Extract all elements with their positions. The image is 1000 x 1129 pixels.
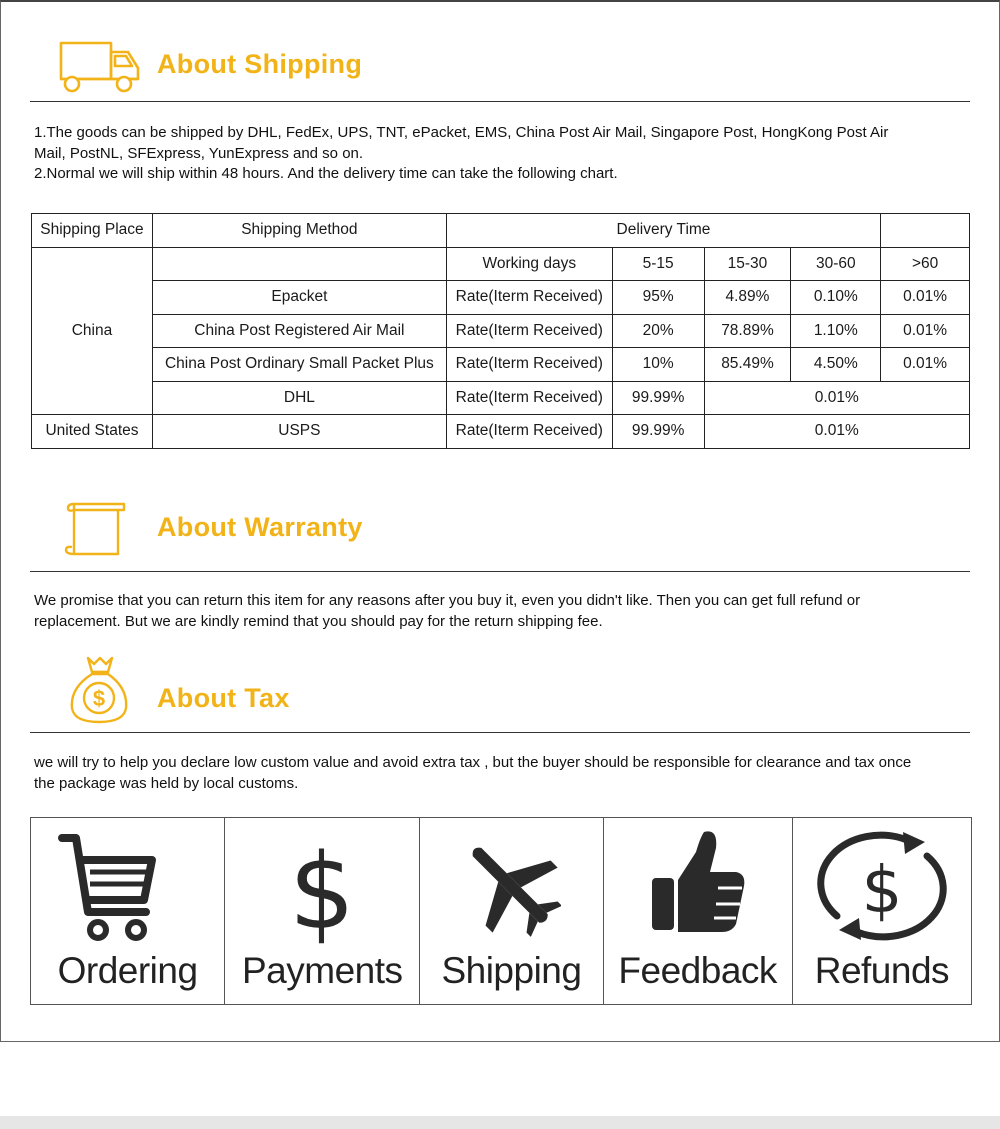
subheader-60-plus: >60	[881, 247, 970, 281]
shipping-line-1: 1.The goods can be shipped by DHL, FedEx, UPS, TNT, ePacket, EMS, China Post Air Mail, Singapore Post, HongKong Post Air	[34, 124, 889, 141]
bottom-strip	[0, 1116, 1000, 1129]
refunds-label: Refunds	[814, 950, 950, 991]
tax-line-1: we will try to help you declare low custom value and avoid extra tax , but the buyer should be responsible for clearance and tax once	[34, 754, 912, 771]
value-cell: 85.49%	[704, 348, 791, 382]
value-cell: 0.01%	[881, 348, 970, 382]
value-cell: 99.99%	[612, 415, 704, 449]
value-cell: 78.89%	[704, 314, 791, 348]
money-bag-icon	[64, 654, 134, 726]
rate-cell: Rate(Iterm Received)	[446, 415, 612, 449]
value-cell: 4.50%	[791, 348, 881, 382]
warranty-section-header	[30, 490, 970, 572]
tax-section-header	[30, 650, 970, 733]
step-feedback	[604, 818, 793, 1004]
value-cell: 10%	[612, 348, 704, 382]
shopping-cart-icon	[58, 830, 168, 945]
method-cell: China Post Ordinary Small Packet Plus	[152, 348, 446, 382]
subheader-30-60: 30-60	[791, 247, 881, 281]
warranty-line-2: replacement. But we are kindly remind that you should pay for the return shipping fee.	[34, 612, 603, 630]
place-united-states: United States	[32, 415, 153, 449]
place-china: China	[32, 247, 153, 415]
table-row	[32, 348, 970, 382]
value-cell: 0.10%	[791, 281, 881, 315]
step-refunds	[793, 818, 971, 1004]
process-steps	[30, 817, 972, 1005]
table-subheader-row	[32, 247, 970, 281]
subheader-15-30: 15-30	[704, 247, 791, 281]
airplane-icon	[461, 834, 561, 939]
shipping-description	[34, 123, 974, 185]
header-shipping-place: Shipping Place	[32, 214, 153, 248]
value-cell: 0.01%	[881, 314, 970, 348]
method-cell: USPS	[152, 415, 446, 449]
table-row	[32, 415, 970, 449]
tax-line-2: the package was held by local customs.	[34, 774, 299, 792]
scroll-document-icon	[62, 500, 130, 560]
feedback-label: Feedback	[618, 950, 777, 991]
value-cell-merged: 0.01%	[704, 381, 969, 415]
value-cell: 0.01%	[881, 281, 970, 315]
shipping-step-label: Shipping	[441, 950, 582, 991]
rate-cell: Rate(Iterm Received)	[446, 314, 612, 348]
payments-label: Payments	[242, 950, 403, 991]
refunds-dollar-glyph: $	[861, 854, 903, 928]
shipping-title: About Shipping	[157, 49, 363, 79]
truck-icon	[58, 40, 166, 95]
value-cell-merged: 0.01%	[704, 415, 969, 449]
table-row	[32, 314, 970, 348]
step-payments	[225, 818, 420, 1004]
table-row	[32, 281, 970, 315]
rate-cell: Rate(Iterm Received)	[446, 381, 612, 415]
subheader-empty	[152, 247, 446, 281]
subheader-5-15: 5-15	[612, 247, 704, 281]
warranty-line-1: We promise that you can return this item for any reasons after you buy it, even you didn't like. Then you can get full refund or	[34, 592, 861, 609]
shipping-table	[31, 213, 970, 449]
rate-cell: Rate(Iterm Received)	[446, 281, 612, 315]
value-cell: 4.89%	[704, 281, 791, 315]
table-header-row	[32, 214, 970, 248]
tax-icon-dollar: $	[92, 686, 106, 711]
shipping-section-header	[30, 20, 970, 102]
method-cell: China Post Registered Air Mail	[152, 314, 446, 348]
ordering-label: Ordering	[57, 950, 198, 991]
shipping-line-3: 2.Normal we will ship within 48 hours. And the delivery time can take the following chart.	[34, 165, 618, 182]
payments-dollar-glyph: $	[289, 832, 356, 947]
step-shipping	[420, 818, 603, 1004]
dollar-sign-icon	[282, 832, 362, 947]
value-cell: 20%	[612, 314, 704, 348]
method-cell: Epacket	[152, 281, 446, 315]
refund-cycle-icon	[807, 830, 957, 942]
thumbs-up-icon	[648, 828, 748, 940]
value-cell: 99.99%	[612, 381, 704, 415]
table-row	[32, 381, 970, 415]
header-shipping-method: Shipping Method	[152, 214, 446, 248]
tax-title: About Tax	[157, 683, 290, 713]
header-delivery-time: Delivery Time	[446, 214, 880, 248]
warranty-description	[34, 591, 974, 632]
value-cell: 95%	[612, 281, 704, 315]
subheader-working-days: Working days	[446, 247, 612, 281]
value-cell: 1.10%	[791, 314, 881, 348]
rate-cell: Rate(Iterm Received)	[446, 348, 612, 382]
warranty-title: About Warranty	[157, 512, 363, 542]
step-ordering	[31, 818, 225, 1004]
header-empty	[881, 214, 970, 248]
shipping-line-2: Mail, PostNL, SFExpress, YunExpress and so on.	[34, 144, 364, 162]
method-cell: DHL	[152, 381, 446, 415]
tax-description	[34, 753, 974, 794]
